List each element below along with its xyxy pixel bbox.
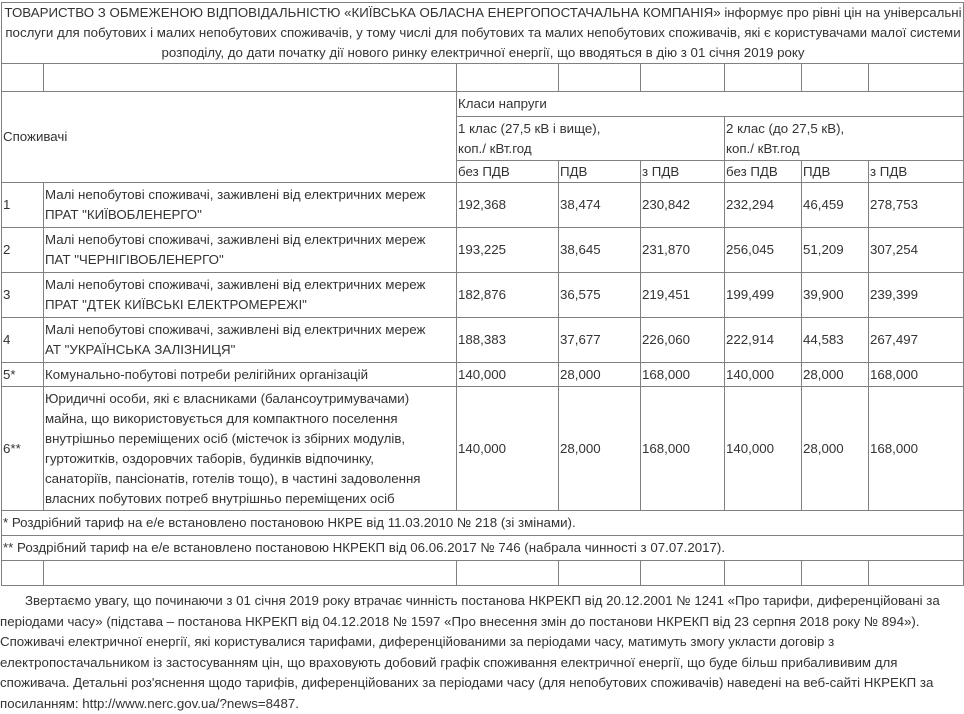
value-cell: 39,900: [802, 273, 869, 318]
empty-cell: [44, 64, 457, 92]
value-cell: 168,000: [869, 387, 964, 511]
empty-cell: [457, 64, 559, 92]
value-cell: 188,383: [457, 318, 559, 363]
value-cell: 140,000: [725, 363, 802, 387]
consumer-name-line: власних побутових потреб внутрішньо переміщених осіб: [45, 490, 395, 506]
row-number: 6**: [2, 387, 44, 511]
col-header-no-vat: без ПДВ: [725, 161, 802, 183]
consumer-name: Комунально-побутові потреби релігійних організацій: [44, 363, 457, 387]
value-cell: 38,645: [559, 228, 641, 273]
value-cell: 28,000: [802, 387, 869, 511]
table-row: [2, 183, 964, 228]
empty-cell: [2, 561, 44, 586]
class1-header: [457, 117, 725, 161]
table-row: [2, 363, 964, 387]
empty-cell: [725, 561, 802, 586]
consumer-name-line: майна, що використовується для компактного поселення: [45, 410, 398, 426]
empty-cell: [802, 561, 869, 586]
consumer-name-line: ПАТ "ЧЕРНІГІВОБЛЕНЕРГО": [45, 252, 224, 267]
class2-label: 2 клас (до 27,5 кВ),: [726, 120, 845, 136]
value-cell: 192,368: [457, 183, 559, 228]
value-cell: 219,451: [641, 273, 725, 318]
value-cell: 51,209: [802, 228, 869, 273]
value-cell: 168,000: [869, 363, 964, 387]
footnote-1: * Роздрібний тариф на е/е встановлено постановою НКРЕ від 11.03.2010 № 218 (зі змінами).: [2, 511, 964, 536]
value-cell: 182,876: [457, 273, 559, 318]
value-cell: 38,474: [559, 183, 641, 228]
row-number: 1: [2, 183, 44, 228]
empty-cell: [725, 64, 802, 92]
consumer-name-line: гуртожитків, оздоровчих таборів, будинків відпочинку,: [45, 450, 374, 466]
value-cell: 231,870: [641, 228, 725, 273]
value-cell: 226,060: [641, 318, 725, 363]
col-header-no-vat: без ПДВ: [457, 161, 559, 183]
value-cell: 239,399: [869, 273, 964, 318]
value-cell: 267,497: [869, 318, 964, 363]
tariff-table: [1, 2, 964, 586]
class1-unit: коп./ кВт.год: [458, 140, 532, 156]
value-cell: 256,045: [725, 228, 802, 273]
class2-unit: коп./ кВт.год: [726, 140, 800, 156]
empty-cell: [802, 64, 869, 92]
voltage-classes-header: Класи напруги: [457, 92, 964, 117]
empty-cell: [559, 561, 641, 586]
table-row: [2, 387, 964, 511]
consumer-name-line: санаторіїв, пансіонатів, готелів тощо), в частині задоволення: [45, 470, 421, 486]
value-cell: 307,254: [869, 228, 964, 273]
empty-cell: [641, 561, 725, 586]
consumers-header: Споживачі: [2, 92, 457, 183]
empty-cell: [559, 64, 641, 92]
consumer-name-line: Малі непобутові споживачі, заживлені від електричних мереж: [45, 187, 426, 202]
value-cell: 230,842: [641, 183, 725, 228]
value-cell: 28,000: [802, 363, 869, 387]
value-cell: 199,499: [725, 273, 802, 318]
class1-label: 1 клас (27,5 кВ і вище),: [458, 120, 601, 136]
col-header-vat: ПДВ: [802, 161, 869, 183]
table-row: [2, 273, 964, 318]
consumer-name-line: Малі непобутові споживачі, заживлені від електричних мереж: [45, 277, 426, 292]
notice-paragraph: Звертаємо увагу, що починаючи з 01 січня 2019 року втрачає чинність постанова НКРЕКП від 20.12.2001 № 1241 «Про тарифи, диференційовані за періодами часу» (підстава – постанова НКРЕКП від 04.12.2018 № 1597 «Про внесення змін до постанови НКРЕКП від 23 серпня 2018 року № 894»). Споживачі електричної енергії, які користувалися тарифами, диференційованими за періодами часу, матимуть змогу укласти договір з електропостачальником із застосуванням цін, що враховують добовий графік споживання електричної енергії, що буде більш прибалививим для споживача. Детальні роз'яснення щодо тарифів, диференційованих за періодами часу (для непобутових споживачів) наведені на веб-сайті НКРЕКП за посиланням: http://www.nerc.gov.ua/?news=8487.: [0, 593, 940, 711]
consumer-name: [44, 318, 457, 363]
value-cell: 37,677: [559, 318, 641, 363]
empty-cell: [457, 561, 559, 586]
consumer-name-line: внутрішньо переміщених осіб (містечок із збірних модулів,: [45, 430, 406, 446]
value-cell: 46,459: [802, 183, 869, 228]
row-number: 5*: [2, 363, 44, 387]
value-cell: 44,583: [802, 318, 869, 363]
consumer-name-line: ПРАТ "ДТЕК КИЇВСЬКІ ЕЛЕКТРОМЕРЕЖІ": [45, 297, 307, 312]
empty-cell: [869, 64, 964, 92]
consumer-name-line: Юридичні особи, які є власниками (балансоутримувачами): [45, 390, 410, 406]
col-header-vat: ПДВ: [559, 161, 641, 183]
row-number: 2: [2, 228, 44, 273]
value-cell: 232,294: [725, 183, 802, 228]
col-header-with-vat: з ПДВ: [641, 161, 725, 183]
consumer-name: [44, 183, 457, 228]
value-cell: 193,225: [457, 228, 559, 273]
document-title: ТОВАРИСТВО З ОБМЕЖЕНОЮ ВІДПОВІДАЛЬНІСТЮ «КИЇВСЬКА ОБЛАСНА ЕНЕРГОПОСТАЧАЛЬНА КОМПАНІЯ» інформує про рівні цін на універсальні послуги для побутових і малих непобутових споживачів, у тому числі для побутових та малих непобутових споживачів, які є користувачами малої системи розподілу, до дати початку дії нового ринку електричної енергії, що вводяться в дію з 01 січня 2019 року: [2, 3, 964, 64]
value-cell: 278,753: [869, 183, 964, 228]
consumer-name-line: АТ "УКРАЇНСЬКА ЗАЛІЗНИЦЯ": [45, 342, 236, 357]
table-row: [2, 318, 964, 363]
row-number: 4: [2, 318, 44, 363]
value-cell: 140,000: [457, 363, 559, 387]
value-cell: 28,000: [559, 363, 641, 387]
consumer-name-line: ПРАТ "КИЇВОБЛЕНЕРГО": [45, 207, 202, 222]
value-cell: 222,914: [725, 318, 802, 363]
col-header-with-vat: з ПДВ: [869, 161, 964, 183]
consumer-name-line: Малі непобутові споживачі, заживлені від електричних мереж: [45, 232, 426, 247]
value-cell: 168,000: [641, 387, 725, 511]
value-cell: 168,000: [641, 363, 725, 387]
consumer-name-line: Малі непобутові споживачі, заживлені від електричних мереж: [45, 322, 426, 337]
empty-cell: [44, 561, 457, 586]
value-cell: 28,000: [559, 387, 641, 511]
value-cell: 140,000: [457, 387, 559, 511]
value-cell: 36,575: [559, 273, 641, 318]
footnote-2: ** Роздрібний тариф на е/е встановлено постановою НКРЕКП від 06.06.2017 № 746 (набрала чинності з 07.07.2017).: [2, 536, 964, 561]
row-number: 3: [2, 273, 44, 318]
empty-cell: [641, 64, 725, 92]
empty-cell: [2, 64, 44, 92]
consumer-name: [44, 387, 457, 511]
class2-header: [725, 117, 964, 161]
value-cell: 140,000: [725, 387, 802, 511]
empty-cell: [869, 561, 964, 586]
consumer-name: [44, 228, 457, 273]
consumer-name: [44, 273, 457, 318]
table-row: [2, 228, 964, 273]
